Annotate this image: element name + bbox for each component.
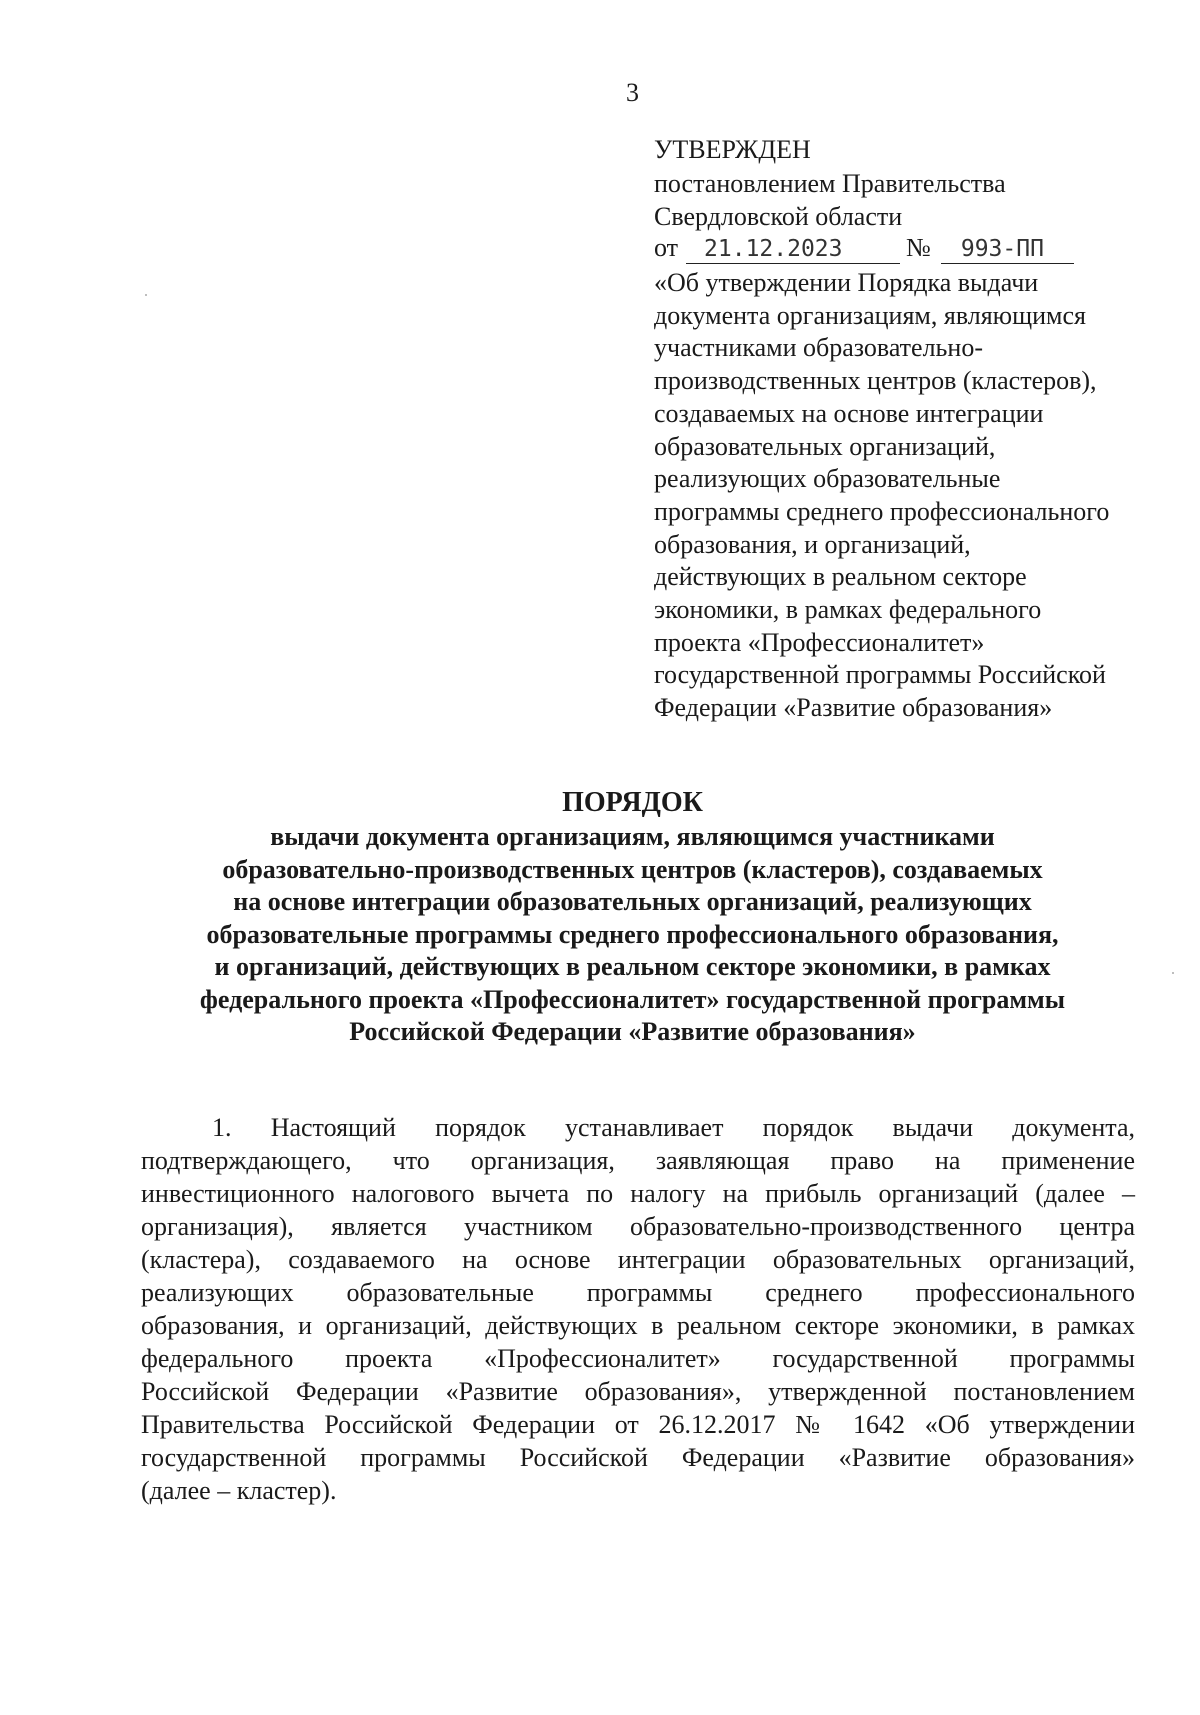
- paragraph-line: государственной программы Российской Федерации «Развитие образования»: [141, 1443, 1135, 1472]
- approval-title-line: программы среднего профессионального: [654, 496, 1110, 526]
- page-number: 3: [626, 78, 639, 107]
- paragraph-line: федерального проекта «Профессионалитет» государственной программы: [141, 1344, 1135, 1373]
- paragraph-line: 1. Настоящий порядок устанавливает порядок выдачи документа,: [212, 1113, 1135, 1142]
- approval-heading: УТВЕРЖДЕН: [654, 135, 811, 164]
- paragraph-line: (кластера), создаваемого на основе интеграции образовательных организаций,: [141, 1245, 1135, 1274]
- approval-title-line: создаваемых на основе интеграции: [654, 398, 1044, 428]
- approval-title-line: документа организациям, являющимся: [654, 300, 1086, 330]
- document-title: ПОРЯДОК: [562, 787, 703, 818]
- date-prefix: от: [654, 233, 679, 262]
- approval-title-line: Федерации «Развитие образования»: [654, 693, 1053, 723]
- subtitle-line: Российской Федерации «Развитие образования»: [349, 1017, 916, 1046]
- approval-title-line: государственной программы Российской: [654, 660, 1106, 690]
- approval-title-line: проекта «Профессионалитет»: [654, 627, 985, 657]
- paragraph-line: Российской Федерации «Развитие образования», утвержденной постановлением: [141, 1377, 1135, 1406]
- approval-title-line: экономики, в рамках федерального: [654, 595, 1042, 624]
- paragraph-line: образования, и организаций, действующих в реальном секторе экономики, в рамках: [141, 1311, 1135, 1340]
- subtitle-line: федерального проекта «Профессионалитет» государственной программы: [199, 984, 1066, 1014]
- subtitle-line: выдачи документа организациям, являющимся участниками: [270, 822, 995, 851]
- approval-date: 21.12.2023: [686, 237, 900, 264]
- scan-speck: [145, 294, 147, 296]
- paragraph-line: Правительства Российской Федерации от 26.12.2017 № 1642 «Об утверждении: [141, 1410, 1135, 1439]
- paragraph-line: подтверждающего, что организация, заявляющая право на применение: [141, 1146, 1135, 1175]
- subtitle-line: образовательные программы среднего профессионального образования,: [206, 919, 1059, 949]
- approval-issuer-line: постановлением Правительства: [654, 169, 1006, 198]
- paragraph-line: реализующих образовательные программы среднего профессионального: [141, 1278, 1135, 1307]
- approval-title-line: участниками образовательно-: [654, 333, 983, 363]
- approval-title-line: действующих в реальном секторе: [654, 562, 1027, 592]
- subtitle-line: и организаций, действующих в реальном секторе экономики, в рамках: [214, 952, 1051, 981]
- approval-number: 993-ПП: [941, 237, 1074, 264]
- number-sign: №: [906, 233, 931, 262]
- subtitle-line: на основе интеграции образовательных организаций, реализующих: [233, 887, 1032, 916]
- approval-date-line: [654, 233, 1074, 264]
- approval-title-line: образования, и организаций,: [654, 529, 971, 559]
- paragraph-line: организация), является участником образовательно-производственного центра: [141, 1212, 1135, 1241]
- subtitle-line: образовательно-производственных центров (кластеров), создаваемых: [222, 854, 1043, 884]
- approval-region-line: Свердловской области: [654, 202, 903, 231]
- paragraph-line: инвестиционного налогового вычета по налогу на прибыль организаций (далее –: [141, 1179, 1135, 1208]
- approval-title-line: производственных центров (кластеров),: [654, 366, 1097, 396]
- approval-title-line: образовательных организаций,: [654, 431, 996, 461]
- approval-title-line: реализующих образовательные: [654, 464, 1001, 494]
- scan-speck: [1172, 972, 1174, 974]
- approval-title-line: «Об утверждении Порядка выдачи: [654, 268, 1039, 297]
- paragraph-line: (далее – кластер).: [141, 1476, 337, 1505]
